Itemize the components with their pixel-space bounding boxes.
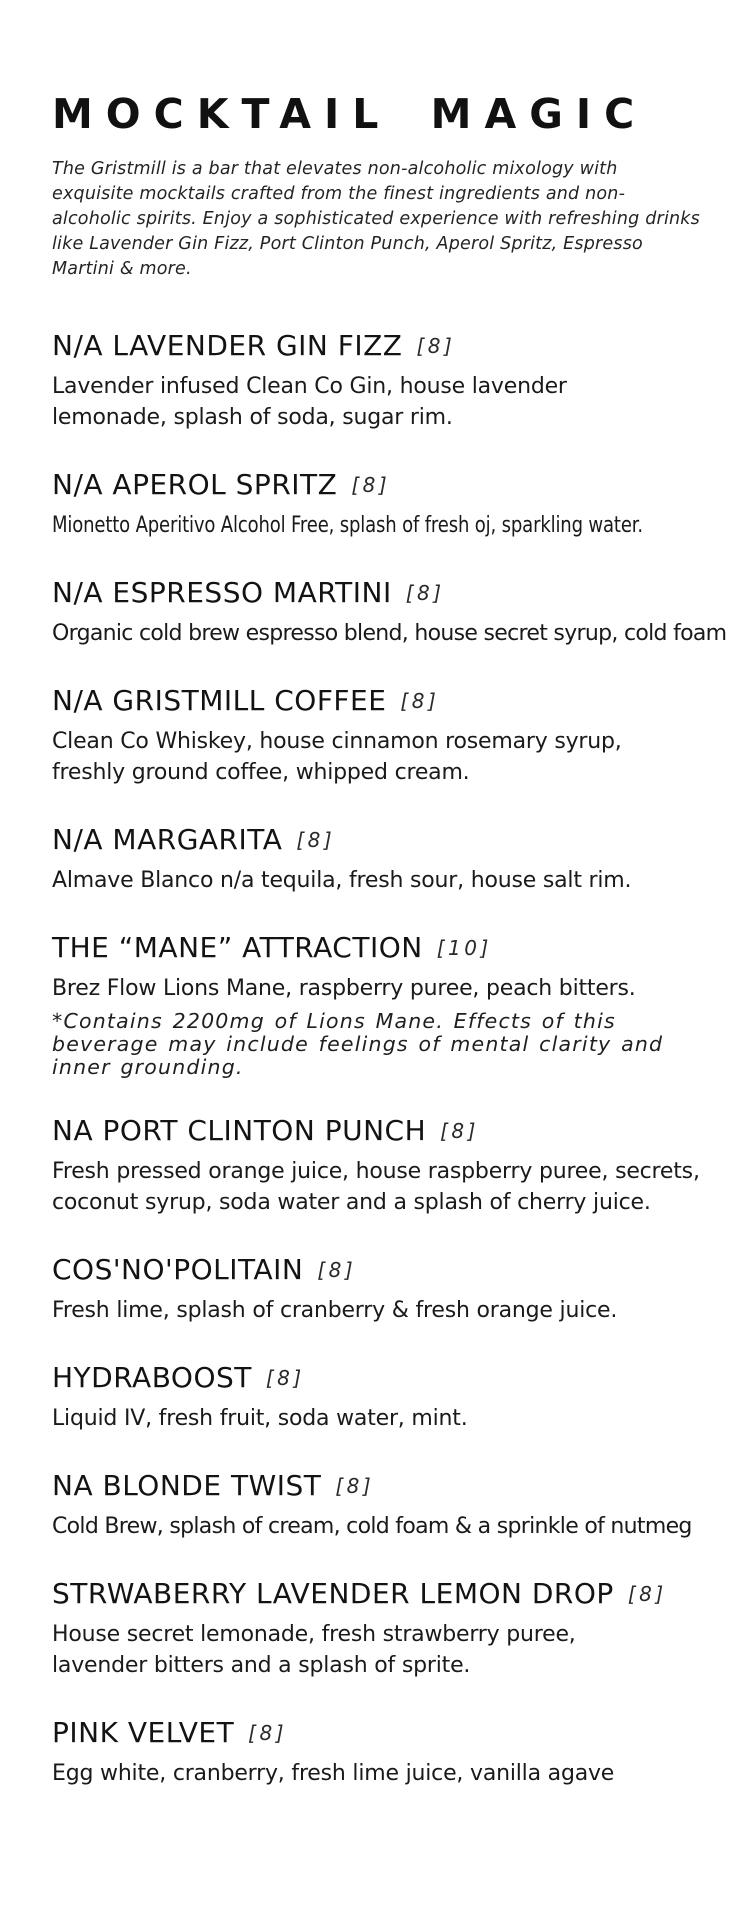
item-heading [52, 683, 702, 718]
item-heading [52, 1576, 702, 1611]
item-price: [10] [436, 936, 492, 961]
menu-item-gristmill-coffee [52, 683, 702, 788]
item-name: STRWABERRY LAVENDER LEMON DROP [52, 1577, 614, 1611]
item-description: House secret lemonade, fresh strawberry puree, lavender bitters and a splash of sprite. [52, 1622, 576, 1679]
item-heading [52, 1252, 702, 1287]
item-price: [8] [400, 689, 440, 714]
menu-item-hydraboost [52, 1360, 702, 1434]
item-price: [8] [335, 1474, 375, 1499]
item-name: NA PORT CLINTON PUNCH [52, 1114, 427, 1148]
menu-intro: The Gristmill is a bar that elevates non-alcoholic mixology with exquisite mocktails crafted from the finest ingredients and non-alcoholic spirits. Enjoy a sophisticated experience with refreshing drinks like Lavender Gin Fizz, Port Clinton Punch, Aperol Spritz, Espresso Martini & more. [52, 159, 700, 280]
item-name: THE “MANE” ATTRACTION [52, 931, 423, 965]
menu-item-mane-attraction [52, 930, 702, 1079]
item-name: NA BLONDE TWIST [52, 1469, 322, 1503]
item-description: Organic cold brew espresso blend, house secret syrup, cold foam [52, 621, 727, 647]
item-name: COS'NO'POLITAIN [52, 1253, 304, 1287]
item-note: *Contains 2200mg of Lions Mane. Effects of this beverage may include feelings of mental clarity and inner grounding. [52, 1009, 664, 1080]
menu-item-espresso-martini [52, 575, 727, 649]
item-name: HYDRABOOST [52, 1361, 252, 1395]
item-price: [8] [440, 1119, 479, 1144]
item-price: [8] [248, 1721, 288, 1746]
item-heading [52, 1468, 702, 1503]
item-description: Almave Blanco n/a tequila, fresh sour, house salt rim. [52, 868, 632, 894]
item-price: [8] [405, 581, 445, 606]
item-description: Lavender infused Clean Co Gin, house lavender lemonade, splash of soda, sugar rim. [52, 374, 567, 431]
item-name: N/A APEROL SPRITZ [52, 468, 338, 502]
menu-item-margarita [52, 822, 702, 896]
menu-item-pink-velvet [52, 1715, 702, 1789]
item-heading [52, 930, 702, 965]
menu-item-blonde-twist [52, 1468, 702, 1542]
item-description: Fresh pressed orange juice, house raspberry puree, secrets, coconut syrup, soda water and a splash of cherry juice. [52, 1159, 700, 1216]
item-name: N/A GRISTMILL COFFEE [52, 684, 387, 718]
item-description: Egg white, cranberry, fresh lime juice, vanilla agave [52, 1761, 615, 1787]
menu-item-cosnopolitain [52, 1252, 702, 1326]
item-price: [8] [317, 1258, 357, 1283]
item-description: Liquid IV, fresh fruit, soda water, mint. [52, 1406, 468, 1432]
item-heading [52, 575, 702, 610]
item-heading [52, 467, 702, 502]
item-name: PINK VELVET [52, 1716, 235, 1750]
item-price: [8] [627, 1582, 667, 1607]
item-name: N/A ESPRESSO MARTINI [52, 576, 392, 610]
item-price: [8] [416, 334, 456, 359]
item-heading [52, 1113, 702, 1148]
item-description: Brez Flow Lions Mane, raspberry puree, peach bitters. [52, 976, 636, 1002]
item-price: [8] [351, 473, 391, 498]
item-price: [8] [296, 828, 336, 853]
item-name: N/A MARGARITA [52, 823, 283, 857]
item-heading [52, 328, 702, 363]
item-description: Cold Brew, splash of cream, cold foam & a sprinkle of nutmeg [52, 1514, 692, 1540]
item-description: Mionetto Aperitivo Alcohol Free, splash of fresh oj, sparkling water. [52, 513, 643, 539]
menu-item-aperol-spritz [52, 467, 702, 541]
menu-item-lavender-gin-fizz [52, 328, 702, 433]
menu-title: MOCKTAIL MAGIC [52, 90, 648, 138]
item-description: Clean Co Whiskey, house cinnamon rosemary syrup, freshly ground coffee, whipped cream. [52, 729, 622, 786]
item-price: [8] [265, 1366, 305, 1391]
menu-item-strawberry-lavender-lemon-drop [52, 1576, 702, 1681]
menu-item-port-clinton-punch [52, 1113, 702, 1218]
item-heading [52, 1715, 702, 1750]
item-heading [52, 1360, 702, 1395]
item-heading [52, 822, 702, 857]
item-name: N/A LAVENDER GIN FIZZ [52, 329, 403, 363]
item-description: Fresh lime, splash of cranberry & fresh orange juice. [52, 1298, 618, 1324]
